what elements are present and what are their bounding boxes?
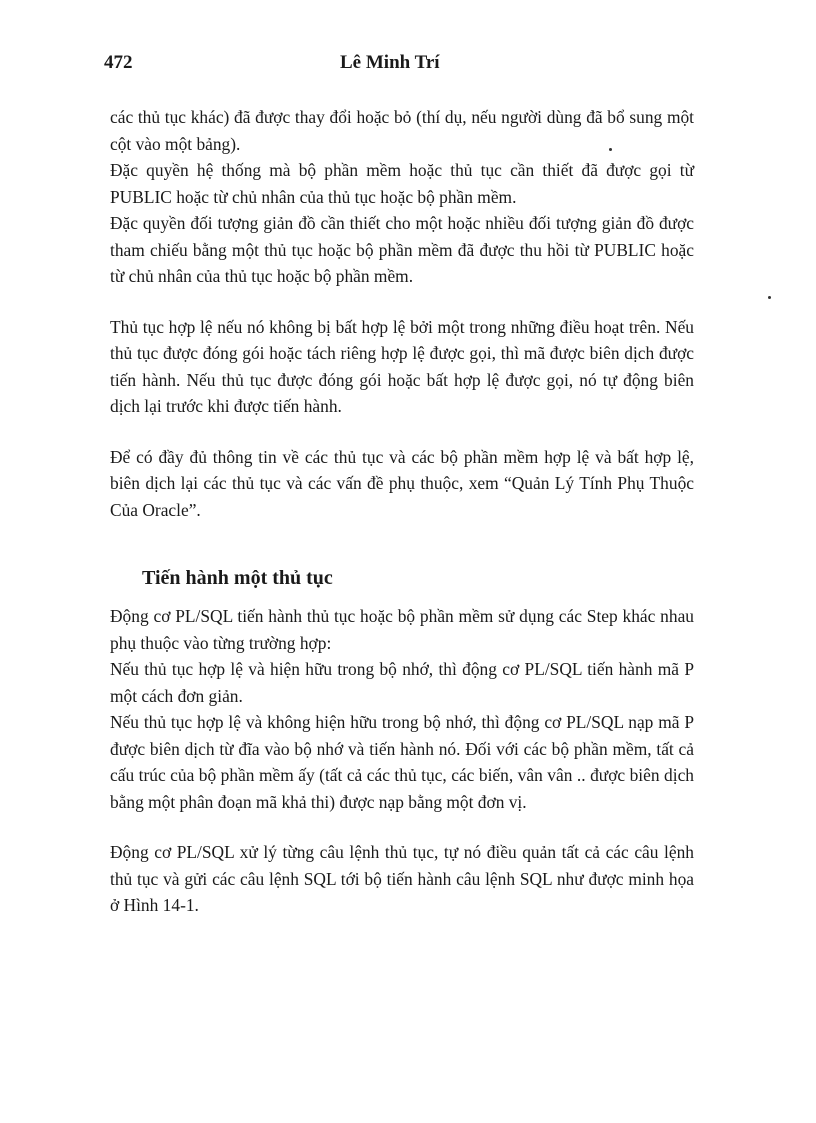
section-title: Tiến hành một thủ tục <box>142 567 333 589</box>
running-title: Lê Minh Trí <box>340 52 440 73</box>
scan-speck <box>609 148 612 151</box>
paragraph-execution-case-2: Nếu thủ tục hợp lệ và không hiện hữu trong bộ nhớ, thì động cơ PL/SQL nạp mã P được biên dịch từ đĩa vào bộ nhớ và tiến hành nó. Đối với các bộ phần mềm, tất cả cấu trúc của bộ phần mềm ấy (tất cả các thủ tục, các biến, vân vân .. được biên dịch bằng một phân đoạn mã khả thi) được nạp bằng một đơn vị. <box>110 712 694 812</box>
book-page <box>104 52 694 919</box>
scan-speck <box>768 296 771 299</box>
paragraph-more-info: Để có đầy đủ thông tin về các thủ tục và các bộ phần mềm hợp lệ và bất hợp lệ, biên dịch lại các thủ tục và các vấn đề phụ thuộc, xem “Quản Lý Tính Phụ Thuộc Của Oracle”. <box>110 446 694 520</box>
page-number: 472 <box>104 52 133 73</box>
paragraph-statement-processing: Động cơ PL/SQL xử lý từng câu lệnh thủ tục, tự nó điều quản tất cả các câu lệnh thủ tục và gửi các câu lệnh SQL tới bộ tiến hành câu lệnh SQL như được minh họa ở Hình 14-1. <box>110 842 694 915</box>
page-header <box>104 52 694 82</box>
paragraph-invalidation-cause-1: các thủ tục khác) đã được thay đổi hoặc bỏ (thí dụ, nếu người dùng đã bổ sung một cột vào một bảng). <box>110 107 694 154</box>
paragraph-execution-case-1: Nếu thủ tục hợp lệ và hiện hữu trong bộ nhớ, thì động cơ PL/SQL tiến hành mã P một cách đơn giản. <box>110 659 694 706</box>
paragraph-invalidation-cause-3: Đặc quyền đối tượng giản đồ cần thiết cho một hoặc nhiều đối tượng giản đồ được tham chiếu bằng một thủ tục hoặc bộ phần mềm đã được thu hồi từ PUBLIC hoặc từ chủ nhân của thủ tục hoặc bộ phần mềm. <box>110 213 694 286</box>
paragraph-valid-procedure: Thủ tục hợp lệ nếu nó không bị bất hợp lệ bởi một trong những điều hoạt trên. Nếu thủ tục được đóng gói hoặc tách riêng hợp lệ được gọi, thì mã được biên dịch được tiến hành. Nếu thủ tục được đóng gói hoặc bất hợp lệ được gọi, nó tự động biên dịch lại trước khi được tiến hành. <box>110 316 694 416</box>
paragraph-execution-intro: Động cơ PL/SQL tiến hành thủ tục hoặc bộ phần mềm sử dụng các Step khác nhau phụ thuộc vào từng trường hợp: <box>110 606 694 653</box>
paragraph-invalidation-cause-2: Đặc quyền hệ thống mà bộ phần mềm hoặc thủ tục cần thiết đã được gọi từ PUBLIC hoặc từ chủ nhân của thủ tục hoặc bộ phần mềm. <box>110 160 694 207</box>
